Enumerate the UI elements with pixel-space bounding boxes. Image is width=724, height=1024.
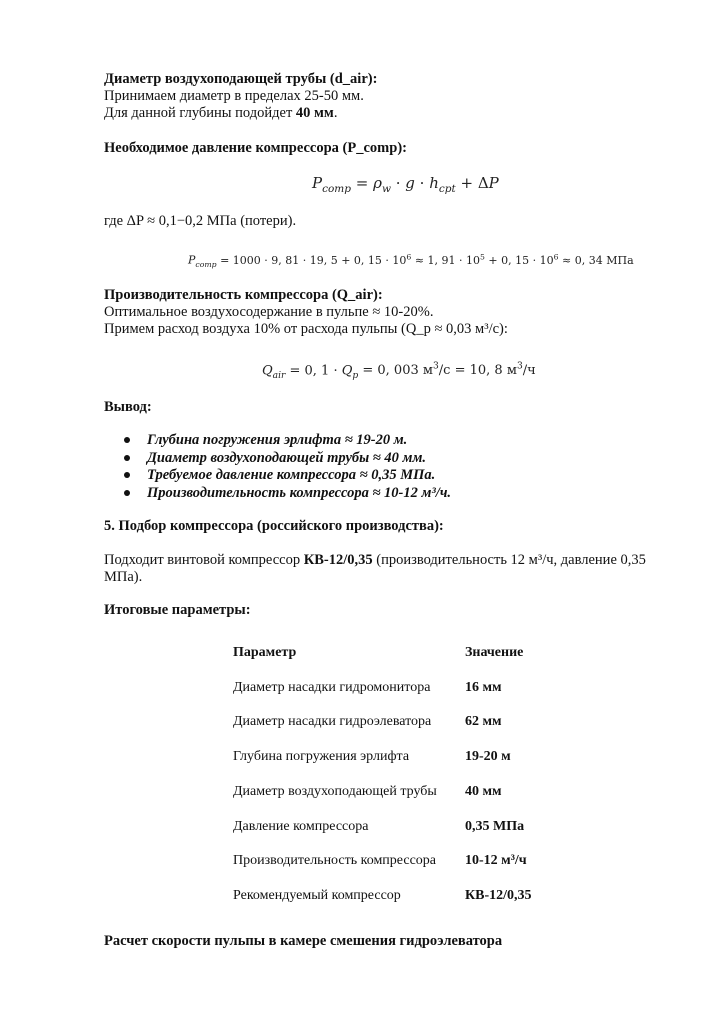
table-header-value: Значение	[465, 645, 524, 660]
table-row-param: Диаметр воздухоподающей трубы	[233, 784, 437, 799]
conclusion-heading: Вывод:	[104, 399, 152, 415]
selection-line1: Подходит винтовой компрессор КВ-12/0,35 (производительность 12 м³/ч, давление 0,35	[104, 552, 646, 568]
conclusion-item-1: Глубина погружения эрлифта ≈ 19-20 м.	[147, 432, 408, 448]
q-air-formula: $Q_{air} = 0$, $1 \cdot Q_p = 0$, 003 $м^3/с = 10$, 8 $м^3/ч$	[262, 362, 536, 381]
table-row-param: Диаметр насадки гидроэлеватора	[233, 714, 432, 729]
table-row-value: КВ-12/0,35	[465, 888, 532, 903]
p-comp-heading: Необходимое давление компрессора (P_comp):	[104, 140, 407, 156]
table-row-param: Глубина погружения эрлифта	[233, 749, 410, 764]
table-header-param: Параметр	[233, 645, 297, 660]
q-air-line2: Примем расход воздуха 10% от расхода пульпы (Q_p ≈ 0,03 м³/с):	[104, 321, 508, 337]
q-air-heading: Производительность компрессора (Q_air):	[104, 287, 383, 303]
table-row-value: 16 мм	[465, 680, 502, 695]
table-row-value: 0,35 МПа	[465, 819, 525, 834]
p-comp-calc: $P_{comp} = 1000 \cdot 9$, 81 · 19, 5 + 0, $15 \cdot 10^6 \approx 1$, $91 \cdot 10^5 + 0$, $15 \cdot 10^6 \approx 0$, 34 МПа	[188, 252, 634, 269]
selection-heading: 5. Подбор компрессора (российского производства):	[104, 518, 444, 534]
conclusion-item-3: Требуемое давление компрессора ≈ 0,35 МПа.	[147, 467, 436, 483]
d-air-line2: Для данной глубины подойдет 40 мм.	[104, 105, 338, 121]
table-row-value: 62 мм	[465, 714, 502, 729]
d-air-line1: Принимаем диаметр в пределах 25-50 мм.	[104, 88, 364, 104]
table-row-param: Давление компрессора	[233, 819, 369, 834]
bullet-icon	[124, 437, 130, 443]
bullet-icon	[124, 472, 130, 478]
conclusion-item-2: Диаметр воздухоподающей трубы ≈ 40 мм.	[147, 450, 426, 466]
next-section-heading: Расчет скорости пульпы в камере смешения гидроэлеватора	[104, 933, 503, 949]
p-comp-loss-note: где ΔP ≈ 0,1−0,2 МПа (потери).	[104, 213, 297, 229]
q-air-line1: Оптимальное воздухосодержание в пульпе ≈ 10-20%.	[104, 304, 434, 320]
table-row-value: 19-20 м	[465, 749, 511, 764]
table-row-value: 40 мм	[465, 784, 502, 799]
summary-heading: Итоговые параметры:	[104, 602, 251, 618]
bullet-icon	[124, 455, 130, 461]
p-comp-formula: $P_{comp} = \rho_w \cdot g \cdot h_{cpt} + \Delta P$	[312, 174, 499, 195]
bullet-icon	[124, 490, 130, 496]
table-row-param: Рекомендуемый компрессор	[233, 888, 401, 903]
conclusion-item-4: Производительность компрессора ≈ 10-12 м³/ч.	[147, 485, 452, 501]
table-row-value: 10-12 м³/ч	[465, 853, 527, 868]
table-row-param: Диаметр насадки гидромонитора	[233, 680, 431, 695]
table-row-param: Производительность компрессора	[233, 853, 436, 868]
d-air-heading: Диаметр воздухоподающей трубы (d_air):	[104, 71, 378, 87]
selection-line2: МПа).	[104, 569, 143, 585]
